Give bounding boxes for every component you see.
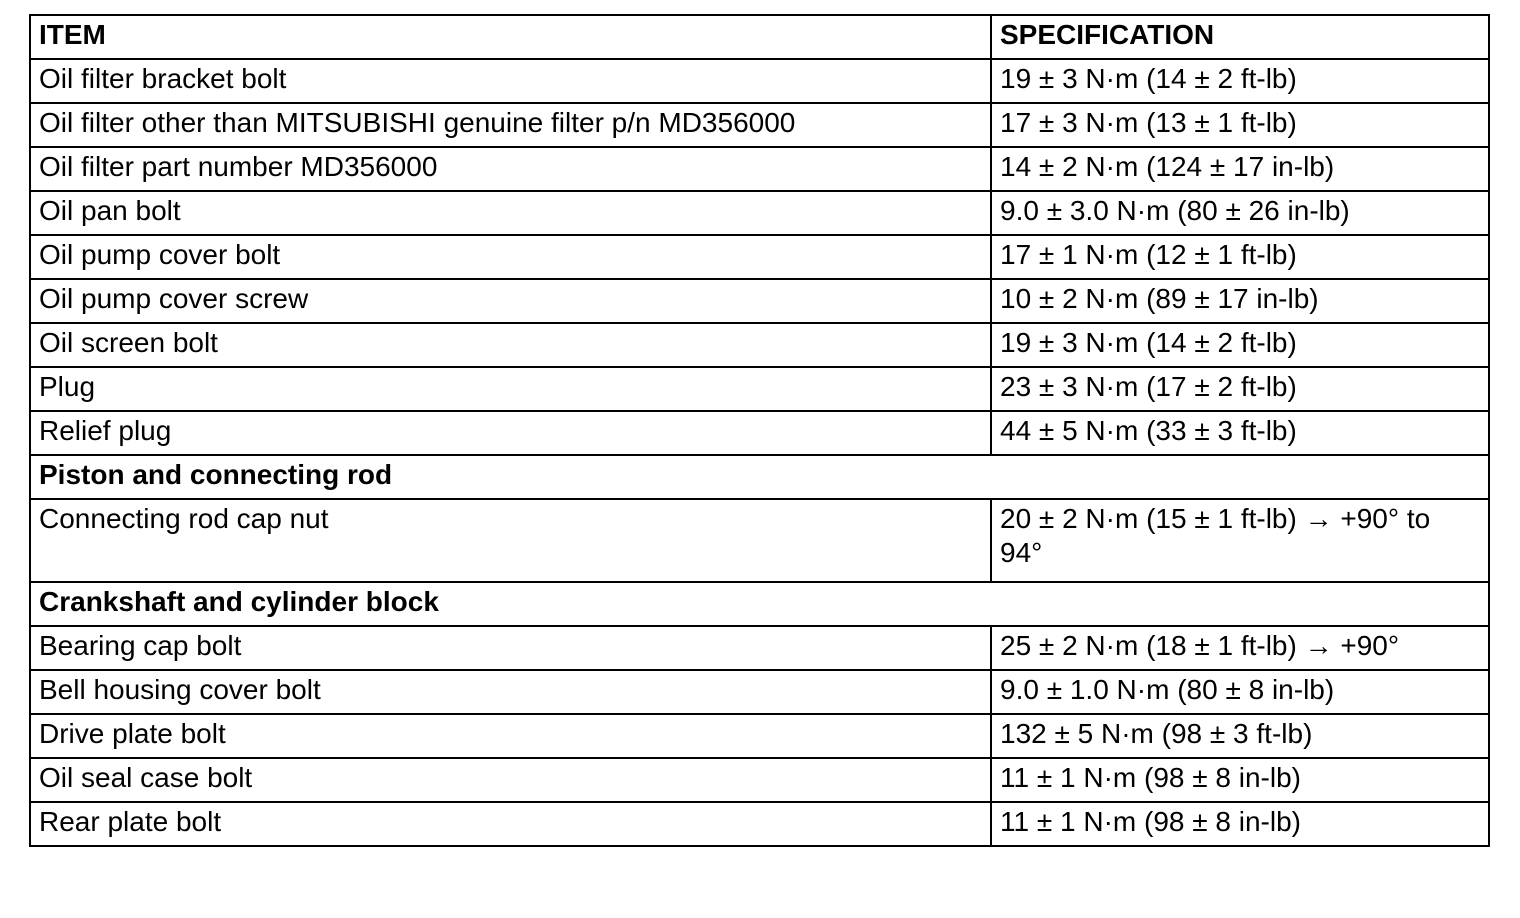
spec-cell: 25 ± 2 N·m (18 ± 1 ft-lb) → +90° xyxy=(991,626,1489,670)
table-row xyxy=(30,626,1489,670)
item-cell: Oil filter bracket bolt xyxy=(30,59,991,103)
item-cell: Oil pump cover screw xyxy=(30,279,991,323)
table-row xyxy=(30,279,1489,323)
item-cell: Oil seal case bolt xyxy=(30,758,991,802)
spec-cell: 17 ± 3 N·m (13 ± 1 ft-lb) xyxy=(991,103,1489,147)
spec-cell: 23 ± 3 N·m (17 ± 2 ft-lb) xyxy=(991,367,1489,411)
section-title-piston: Piston and connecting rod xyxy=(30,455,1489,499)
table-row xyxy=(30,103,1489,147)
spec-cell: 11 ± 1 N·m (98 ± 8 in-lb) xyxy=(991,758,1489,802)
item-cell: Rear plate bolt xyxy=(30,802,991,846)
item-cell: Oil pump cover bolt xyxy=(30,235,991,279)
item-cell: Drive plate bolt xyxy=(30,714,991,758)
table-row xyxy=(30,714,1489,758)
item-cell: Oil filter part number MD356000 xyxy=(30,147,991,191)
item-cell: Bell housing cover bolt xyxy=(30,670,991,714)
table-row xyxy=(30,758,1489,802)
item-cell: Bearing cap bolt xyxy=(30,626,991,670)
table-row xyxy=(30,367,1489,411)
torque-spec-table xyxy=(29,14,1490,847)
item-cell: Oil filter other than MITSUBISHI genuine filter p/n MD356000 xyxy=(30,103,991,147)
spec-cell: 9.0 ± 3.0 N·m (80 ± 26 in-lb) xyxy=(991,191,1489,235)
item-cell: Oil pan bolt xyxy=(30,191,991,235)
spec-cell: 19 ± 3 N·m (14 ± 2 ft-lb) xyxy=(991,323,1489,367)
table-row xyxy=(30,235,1489,279)
section-header-row xyxy=(30,582,1489,626)
item-cell: Connecting rod cap nut xyxy=(30,499,991,582)
spec-cell: 17 ± 1 N·m (12 ± 1 ft-lb) xyxy=(991,235,1489,279)
spec-cell: 20 ± 2 N·m (15 ± 1 ft-lb) → +90° to 94° xyxy=(991,499,1489,582)
spec-cell: 44 ± 5 N·m (33 ± 3 ft-lb) xyxy=(991,411,1489,455)
item-cell: Relief plug xyxy=(30,411,991,455)
spec-cell: 14 ± 2 N·m (124 ± 17 in-lb) xyxy=(991,147,1489,191)
section-title-crankshaft: Crankshaft and cylinder block xyxy=(30,582,1489,626)
item-cell: Oil screen bolt xyxy=(30,323,991,367)
item-cell: Plug xyxy=(30,367,991,411)
table-row xyxy=(30,670,1489,714)
spec-cell: 10 ± 2 N·m (89 ± 17 in-lb) xyxy=(991,279,1489,323)
table-row xyxy=(30,323,1489,367)
header-specification: SPECIFICATION xyxy=(991,15,1489,59)
table-row xyxy=(30,147,1489,191)
header-item: ITEM xyxy=(30,15,991,59)
spec-cell: 132 ± 5 N·m (98 ± 3 ft-lb) xyxy=(991,714,1489,758)
table-row xyxy=(30,499,1489,582)
table-row xyxy=(30,411,1489,455)
spec-cell: 19 ± 3 N·m (14 ± 2 ft-lb) xyxy=(991,59,1489,103)
table-row xyxy=(30,191,1489,235)
spec-cell: 11 ± 1 N·m (98 ± 8 in-lb) xyxy=(991,802,1489,846)
spec-cell: 9.0 ± 1.0 N·m (80 ± 8 in-lb) xyxy=(991,670,1489,714)
table-row xyxy=(30,802,1489,846)
table-row xyxy=(30,59,1489,103)
table-header-row xyxy=(30,15,1489,59)
section-header-row xyxy=(30,455,1489,499)
